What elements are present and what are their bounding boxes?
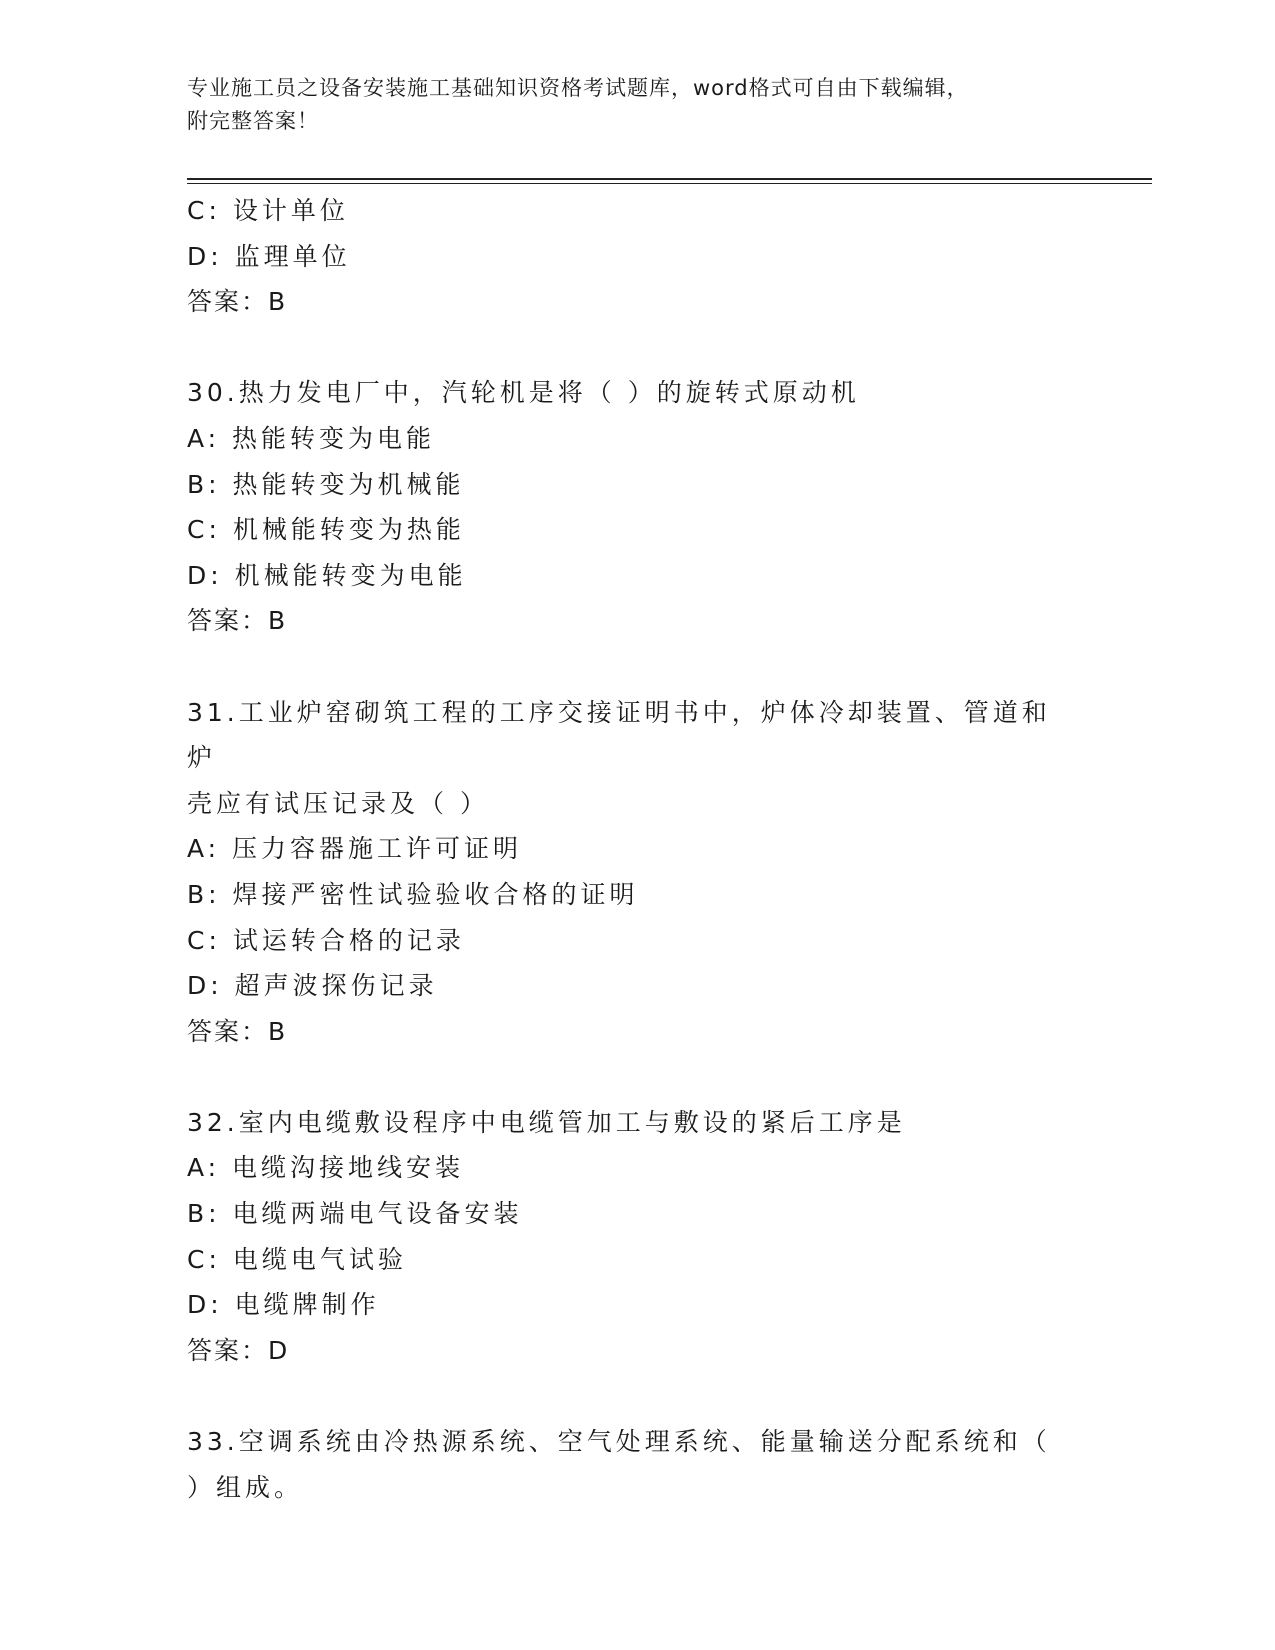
option-label: D:	[187, 241, 223, 271]
option-label: B:	[187, 1199, 221, 1229]
option-label: C:	[187, 925, 221, 955]
option-a	[187, 416, 1087, 462]
header-title-line-1: 专业施工员之设备安装施工基础知识资格考试题库，word格式可自由下载编辑，	[187, 76, 969, 100]
question-stem: 32.室内电缆敷设程序中电缆管加工与敷设的紧后工序是	[187, 1107, 906, 1137]
option-label: C:	[187, 196, 221, 225]
question-stem: 30.热力发电厂中，汽轮机是将（ ）的旋转式原动机	[187, 378, 860, 408]
option-d	[187, 963, 1087, 1009]
option-c	[187, 918, 1087, 964]
option-text: 电缆沟接地线安装	[232, 1153, 465, 1183]
question-33	[187, 1419, 1087, 1510]
question-stem-line-1: 33.空调系统由冷热源系统、空气处理系统、能量输送分配系统和（	[187, 1427, 1051, 1457]
option-a	[187, 826, 1087, 872]
option-d	[187, 234, 1087, 280]
option-text: 热能转变为电能	[232, 423, 436, 453]
option-text: 电缆电气试验	[232, 1244, 407, 1274]
header-divider-thick	[187, 178, 1152, 180]
option-label: C:	[187, 515, 221, 545]
option-text: 压力容器施工许可证明	[232, 834, 523, 864]
option-b	[187, 462, 1087, 508]
header-title-line-2: 附完整答案！	[187, 109, 319, 133]
option-label: C:	[187, 1244, 221, 1274]
option-text: 试运转合格的记录	[232, 925, 465, 955]
option-c	[187, 507, 1087, 553]
option-text: 设计单位	[232, 196, 349, 225]
spacer	[187, 644, 1087, 690]
answer: 答案：B	[187, 1016, 288, 1046]
answer: 答案：B	[187, 606, 288, 636]
option-b	[187, 872, 1087, 918]
option-text: 电缆两端电气设备安装	[232, 1199, 523, 1229]
option-label: B:	[187, 469, 221, 499]
question-31	[187, 690, 1087, 1055]
spacer	[187, 325, 1087, 371]
answer: 答案：B	[187, 287, 288, 317]
option-c	[187, 1237, 1087, 1283]
option-c	[187, 188, 1087, 234]
option-text: 机械能转变为电能	[234, 560, 467, 590]
option-text: 机械能转变为热能	[232, 515, 465, 545]
option-text: 电缆牌制作	[234, 1290, 380, 1320]
option-text: 焊接严密性试验验收合格的证明	[232, 879, 639, 909]
option-label: A:	[187, 834, 221, 864]
option-text: 超声波探伤记录	[234, 971, 438, 1001]
question-stem-line-2: ）组成。	[187, 1472, 304, 1502]
question-29-tail	[187, 188, 1087, 325]
option-b	[187, 1191, 1087, 1237]
question-stem-line-1: 31.工业炉窑砌筑工程的工序交接证明书中，炉体冷却装置、管道和炉	[187, 697, 1051, 773]
option-label: A:	[187, 423, 221, 453]
option-a	[187, 1145, 1087, 1191]
answer: 答案：D	[187, 1335, 290, 1365]
option-label: D:	[187, 971, 223, 1001]
spacer	[187, 1054, 1087, 1100]
option-d	[187, 1282, 1087, 1328]
question-stem-line-2: 壳应有试压记录及（ ）	[187, 788, 489, 818]
document-header	[187, 72, 1067, 138]
question-list	[187, 188, 1087, 1510]
option-label: D:	[187, 1290, 223, 1320]
question-30	[187, 370, 1087, 644]
option-text: 监理单位	[234, 241, 351, 271]
spacer	[187, 1373, 1087, 1419]
header-divider-thin	[187, 183, 1152, 184]
question-32	[187, 1100, 1087, 1374]
option-text: 热能转变为机械能	[232, 469, 465, 499]
option-label: B:	[187, 879, 221, 909]
option-d	[187, 553, 1087, 599]
option-label: D:	[187, 560, 223, 590]
option-label: A:	[187, 1153, 221, 1183]
